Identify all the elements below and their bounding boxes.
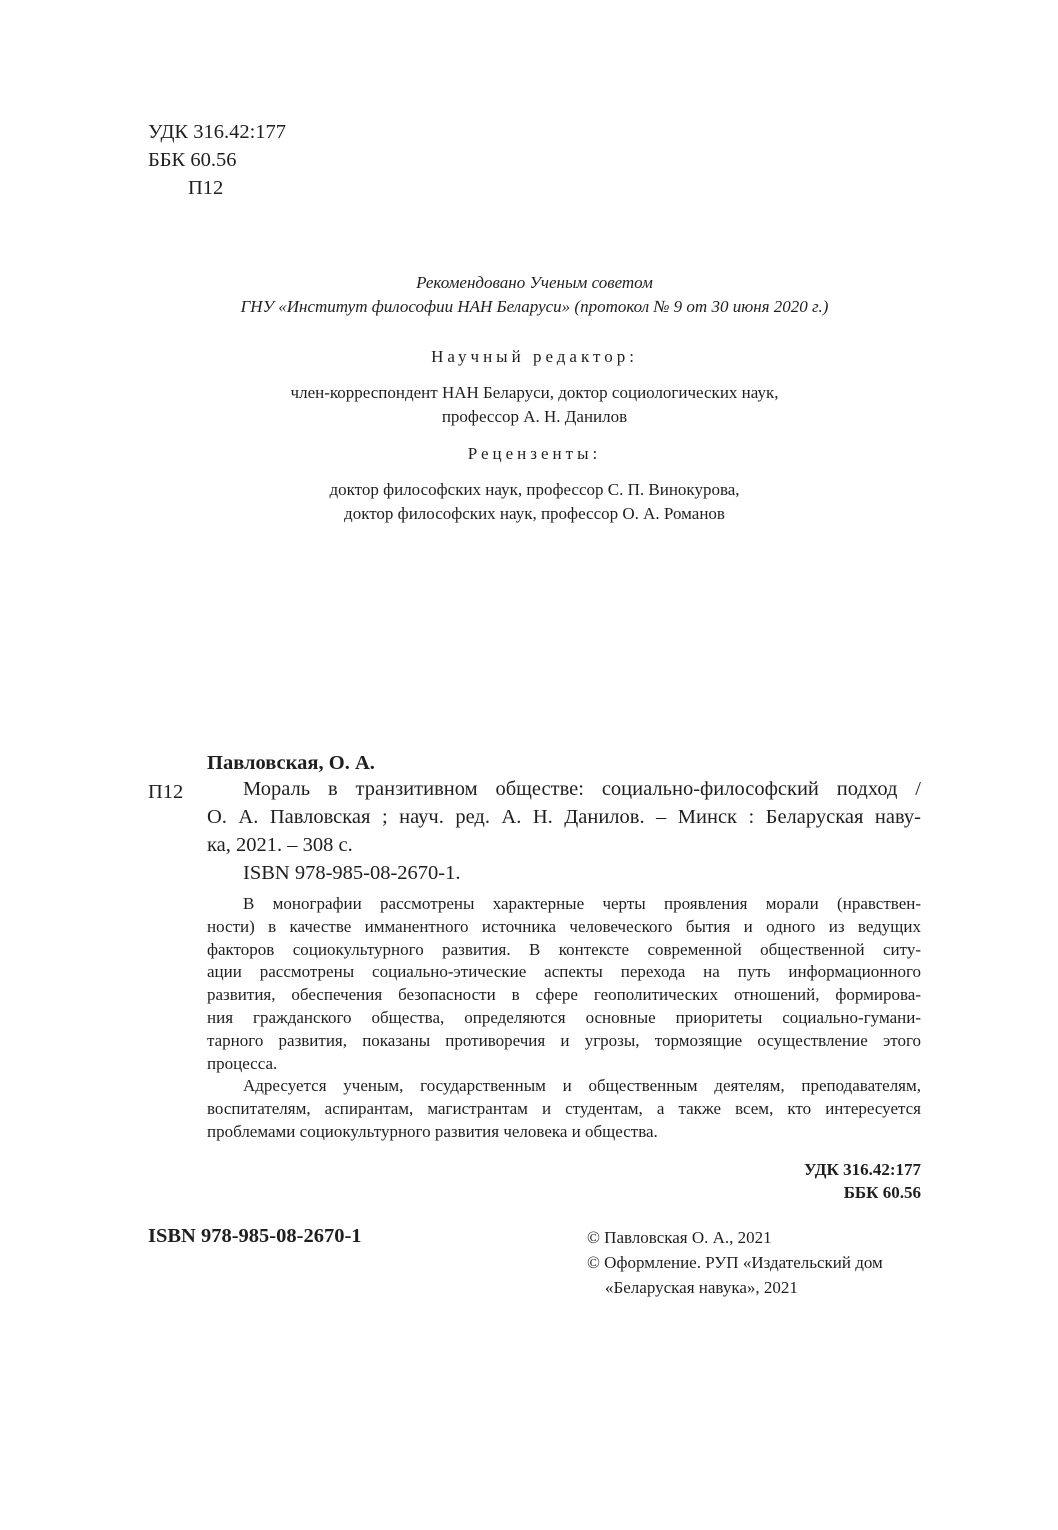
annotation-p1-line: ния гражданского общества, определяются основные приоритеты социально-гумани- [207,1007,921,1027]
bbk-code: ББК 60.56 [148,149,237,171]
record-line-3: ка, 2021. – 308 с. [207,834,353,856]
annotation-p2-line: Адресуется ученым, государственным и общественным деятелям, преподавателям, [243,1076,921,1096]
record-line-2: О. А. Павловская ; науч. ред. А. Н. Данилов. – Минск : Беларуская наву- [207,806,921,828]
copyright-block [587,1225,921,1300]
annotation-p1-line: ации рассмотрены социально-этические аспекты перехода на путь информационного [207,962,921,982]
copyright-line-3: «Беларуская навука», 2021 [605,1278,798,1297]
udk-code: УДК 316.42:177 [148,121,287,143]
record-isbn: ISBN 978-985-08-2670-1. [243,862,461,884]
annotation-p2-line: проблемами социокультурного развития человека и общества. [207,1121,658,1141]
record-author: Павловская, О. А. [207,752,375,774]
codes-block [700,1158,921,1204]
reviewer-line-2: доктор философских наук, профессор О. А. Романов [344,504,725,523]
recommendation-line-2: ГНУ «Институт философии НАН Беларуси» (протокол № 9 от 30 июня 2020 г.) [240,297,829,316]
bibliographic-record [207,775,921,887]
codes-udk: УДК 316.42:177 [804,1160,921,1179]
copyright-line-2: © Оформление. РУП «Издательский дом [587,1253,883,1272]
annotation-p1-line: факторов социокультурного развития. В контексте современной общественной ситу- [207,939,921,959]
annotation-p1-line: развития, обеспечения безопасности в сфере геополитических отношений, формирова- [207,985,921,1005]
codes-bbk: ББК 60.56 [843,1183,921,1202]
reviewer-line-1: доктор философских наук, профессор С. П. Винокурова, [329,480,740,499]
record-line-1: Мораль в транзитивном обществе: социально-философский подход / [243,778,921,800]
editor-heading: Научный редактор: [431,347,638,366]
annotation [207,893,921,1144]
isbn-main: ISBN 978-985-08-2670-1 [148,1225,362,1247]
reviewers-block [148,478,921,526]
annotation-p2-line: воспитателям, аспирантам, магистрантам и студентам, а также всем, кто интересуется [207,1099,921,1119]
author-mark: П12 [188,177,224,199]
annotation-p1-line: В монографии рассмотрены характерные черты проявления морали (нравствен- [243,894,921,913]
annotation-p1-line: ности) в качестве имманентного источника человеческого бытия и одного из ведущих [207,916,921,936]
recommendation-line-1: Рекомендовано Ученым советом [416,273,653,292]
record-index: П12 [148,781,184,803]
annotation-p1-line: тарного развития, показаны противоречия и угрозы, тормозящие осуществление этого [207,1030,921,1050]
copyright-line-1: © Павловская О. А., 2021 [587,1228,772,1247]
recommendation-block [148,271,921,319]
classification-block [148,118,286,202]
editor-line-1: член-корреспондент НАН Беларуси, доктор социологических наук, [290,383,779,402]
reviewers-heading: Рецензенты: [467,444,602,463]
editor-block [148,381,921,429]
editor-line-2: профессор А. Н. Данилов [441,407,628,426]
annotation-p1-line: процесса. [207,1053,278,1073]
